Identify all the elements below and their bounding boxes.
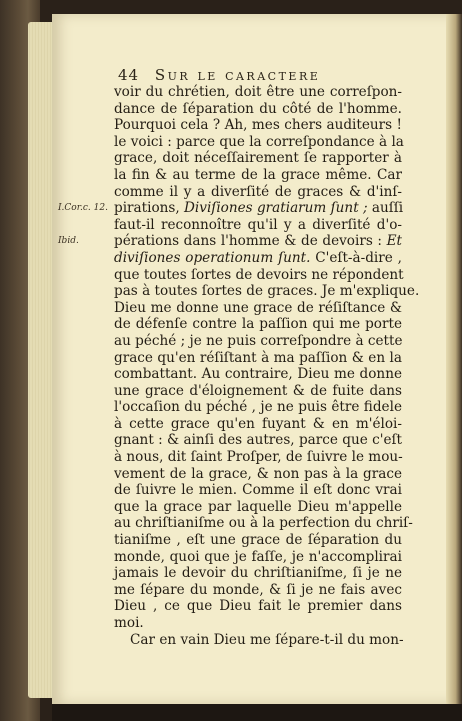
text-segment: voir du chrétien, doit être une correſpon- bbox=[114, 84, 402, 100]
text-segment: Dieu , ce que Dieu fait le premier dans bbox=[114, 598, 402, 615]
text-line bbox=[114, 233, 402, 250]
text-segment: combattant. Au contraire, Dieu me donne bbox=[114, 366, 402, 383]
latin-quote: Et bbox=[386, 233, 402, 250]
text-segment: le voici : parce que la correſpondance à la bbox=[114, 133, 404, 150]
text-segment: me ſépare du monde, & ſi je ne fais avec bbox=[114, 581, 402, 598]
text-segment: auſſi bbox=[367, 200, 404, 217]
body-text bbox=[114, 84, 420, 648]
text-line bbox=[114, 134, 402, 151]
page-right-edge bbox=[446, 14, 462, 704]
text-line bbox=[114, 333, 402, 350]
text-line bbox=[114, 267, 402, 284]
text-line bbox=[114, 167, 402, 184]
running-header bbox=[118, 66, 320, 84]
text-line bbox=[114, 101, 402, 118]
text-line bbox=[114, 184, 402, 201]
text-line bbox=[114, 416, 402, 433]
text-line bbox=[114, 565, 402, 582]
text-line bbox=[114, 250, 402, 267]
text-segment: de ſuivre le mien. Comme il eſt donc vrai bbox=[114, 482, 402, 499]
text-segment: C'eſt-à-dire , bbox=[310, 249, 402, 266]
text-segment: jamais le devoir du chriſtianiſme, ſi je ne bbox=[114, 565, 402, 582]
text-line bbox=[114, 84, 402, 101]
text-segment: grace qu'en réſiſtant à ma paſſion & en la bbox=[114, 349, 402, 366]
text-line bbox=[114, 598, 402, 615]
text-line bbox=[114, 499, 402, 516]
text-line bbox=[114, 549, 402, 566]
text-segment: grace, doit néceſſairement ſe rapporter à bbox=[114, 150, 402, 167]
running-title: Sur le caractere bbox=[154, 66, 321, 84]
text-line bbox=[114, 366, 402, 383]
text-segment: Dieu me donne une grace de réſiſtance & bbox=[114, 299, 402, 316]
text-line bbox=[114, 615, 402, 632]
text-line bbox=[114, 217, 402, 234]
text-line bbox=[114, 316, 402, 333]
text-segment: faut-il reconnoître qu'il y a diverſité d'o- bbox=[114, 216, 402, 233]
latin-quote: Diviſiones gratiarum ſunt ; bbox=[184, 200, 368, 217]
text-line bbox=[114, 300, 402, 317]
bottom-shadow bbox=[52, 704, 462, 721]
text-segment: monde, quoi que je faſſe, je n'accomplirai bbox=[114, 548, 402, 565]
text-line bbox=[114, 632, 402, 649]
text-segment: pas à toutes ſortes de graces. Je m'explique. bbox=[114, 283, 420, 300]
margin-note: Ibid. bbox=[58, 236, 79, 247]
text-line bbox=[114, 350, 402, 367]
text-line bbox=[114, 449, 402, 466]
text-segment: vement de la grace, & non pas à la grace bbox=[114, 465, 402, 482]
text-segment: gnant : & ainſi des autres, parce que c'eſt bbox=[114, 432, 402, 449]
text-segment: à nous, dit ſaint Proſper, de ſuivre le mou- bbox=[114, 449, 403, 466]
latin-quote: diviſiones operationum ſunt. bbox=[114, 249, 311, 266]
text-segment: à cette grace qu'en fuyant & en m'éloi- bbox=[114, 415, 402, 432]
text-segment: que toutes ſortes de devoirs ne répondent bbox=[114, 266, 404, 283]
text-segment: Car en vain Dieu me ſépare-t-il du mon- bbox=[130, 631, 404, 648]
text-segment: comme il y a diverſité de graces & d'inſ- bbox=[114, 183, 402, 200]
text-line bbox=[114, 117, 402, 134]
text-line bbox=[114, 383, 402, 400]
text-segment: dance de ſéparation du côté de l'homme. bbox=[114, 100, 402, 117]
text-segment: pirations, bbox=[114, 200, 185, 217]
text-line bbox=[114, 515, 413, 532]
text-line bbox=[114, 432, 402, 449]
page-number: 44 bbox=[118, 66, 140, 84]
text-segment: pérations dans l'homme & de devoirs : bbox=[114, 233, 387, 250]
text-segment: Pourquoi cela ? Ah, mes chers auditeurs ! bbox=[114, 117, 402, 134]
text-line bbox=[114, 399, 402, 416]
text-segment: l'occaſion du péché , je ne puis être fidele bbox=[114, 399, 402, 416]
text-line bbox=[114, 482, 402, 499]
text-segment: que la grace par laquelle Dieu m'appelle bbox=[114, 498, 402, 515]
text-line bbox=[114, 466, 402, 483]
text-line bbox=[114, 200, 402, 217]
text-segment: la fin & au terme de la grace même. Car bbox=[114, 166, 402, 183]
text-line bbox=[114, 150, 402, 167]
text-segment: une grace d'éloignement & de fuite dans bbox=[114, 382, 402, 399]
text-line bbox=[114, 582, 402, 599]
text-segment: de défenſe contre la paſſion qui me porte bbox=[114, 316, 402, 333]
margin-note: I.Cor.c. 12. bbox=[58, 203, 108, 214]
text-segment: moi. bbox=[114, 615, 144, 631]
text-segment: au péché ; je ne puis correſpondre à cette bbox=[114, 332, 403, 349]
text-line bbox=[114, 532, 402, 549]
text-segment: au chriſtianiſme ou à la perfection du chriſ- bbox=[114, 515, 413, 532]
text-line bbox=[114, 283, 420, 300]
text-segment: tianiſme , eſt une grace de ſéparation du bbox=[114, 532, 402, 549]
